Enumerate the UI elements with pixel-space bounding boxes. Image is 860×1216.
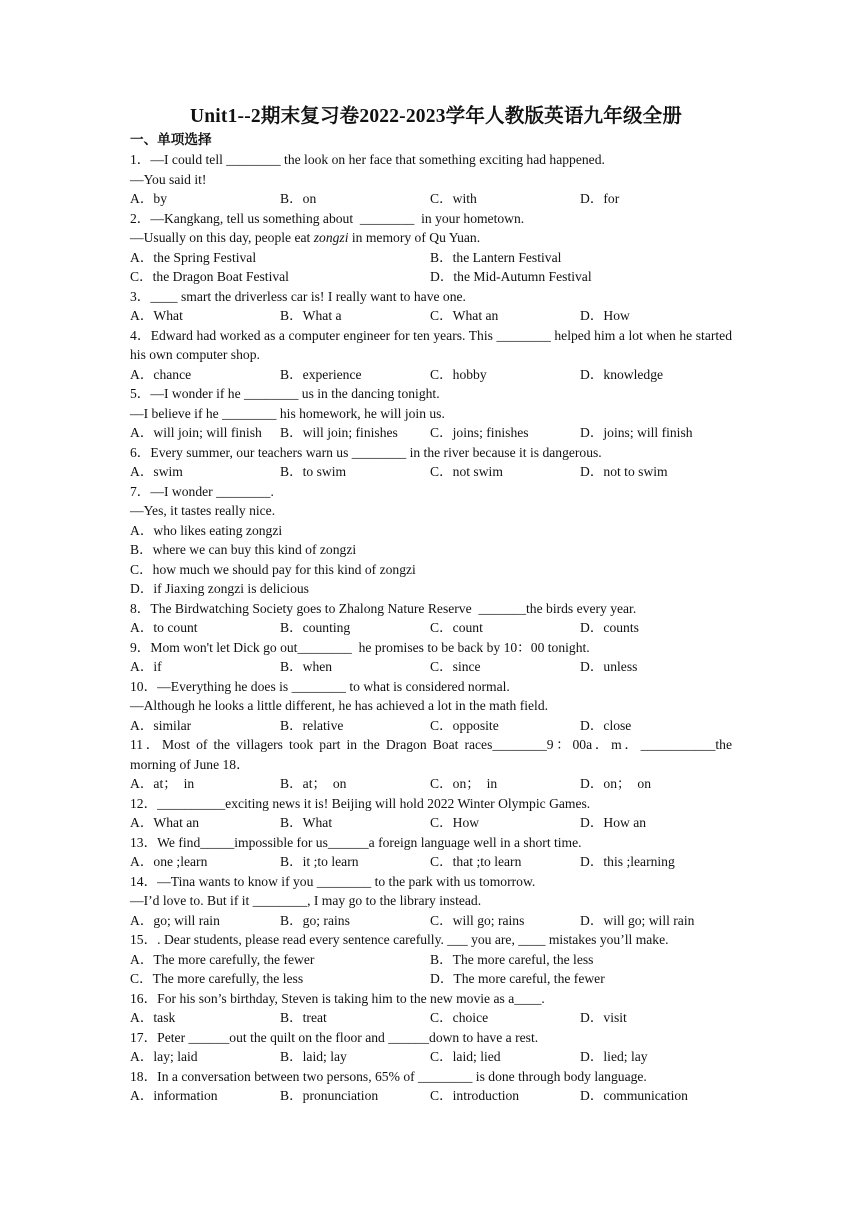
question-stem: 1．—I could tell ________ the look on her face that something exciting had happened. — [130, 152, 605, 167]
option-d: D．not to swim — [580, 464, 668, 479]
question-item — [130, 872, 732, 931]
option-c: C．will go; rains — [430, 912, 525, 928]
option-c: C．since — [430, 659, 481, 674]
option-a: A．go; will rain — [130, 912, 220, 928]
question-dialogue-line: —You said it! — [130, 171, 207, 187]
question-stem: 10．—Everything he does is ________ to what is considered normal. — [130, 678, 510, 694]
question-dialogue-line: —I’d love to. But if it ________, I may go to the library instead. — [130, 893, 482, 908]
question-stem: 9．Mom won't let Dick go out________ he promises to be back by 10：00 tonight. — [130, 639, 590, 655]
option-c: C．hobby — [430, 366, 487, 382]
option-a: A．What an — [130, 815, 200, 830]
option-a: A．The more carefully, the fewer — [130, 951, 315, 967]
options-row — [130, 365, 732, 385]
question-stem: 6．Every summer, our teachers warn us ________ in the river because it is dangerous. — [130, 444, 602, 460]
option-d: D．visit — [580, 1010, 627, 1025]
question-list — [130, 150, 732, 1106]
options-row — [130, 1086, 732, 1106]
option-d: D．if Jiaxing zongzi is delicious — [130, 581, 309, 596]
section-heading: 一、单项选择 — [130, 132, 212, 147]
option-a: A．will join; will finish — [130, 425, 262, 440]
options-row — [130, 248, 732, 268]
option-b: B．it ;to learn — [280, 854, 359, 869]
options-row — [130, 423, 732, 443]
option-a: A．information — [130, 1088, 218, 1103]
option-b: B．where we can buy this kind of zongzi — [130, 542, 357, 557]
question-stem: 15．. Dear students, please read every sentence carefully. ___ you are, ____ mistakes you’ll make. — [130, 932, 669, 947]
option-d: D．for — [580, 191, 620, 206]
option-a: A．similar — [130, 717, 192, 733]
option-b: B．What — [280, 815, 333, 830]
option-a: A．chance — [130, 366, 192, 382]
option-b: B．treat — [280, 1010, 327, 1025]
question-stem: 17．Peter ______out the quilt on the floor and ______down to have a rest. — [130, 1029, 539, 1045]
option-d: D．The more careful, the fewer — [430, 971, 605, 986]
options-row — [130, 267, 732, 287]
option-d: D．on； on — [580, 776, 651, 791]
question-item — [130, 638, 732, 677]
option-a: A．swim — [130, 464, 183, 479]
question-stem: 16．For his son’s birthday, Steven is taking him to the new movie as a____. — [130, 990, 545, 1006]
option-c: C．on； in — [430, 776, 498, 791]
option-b: B．laid; lay — [280, 1049, 347, 1064]
question-stem: 18．In a conversation between two persons, 65% of ________ is done through body language. — [130, 1068, 647, 1084]
option-c: C．What an — [430, 308, 499, 323]
options-row — [130, 911, 732, 931]
option-d: D．joins; will finish — [580, 425, 693, 440]
option-c: C．count — [430, 620, 483, 635]
option-c: C．How — [430, 815, 480, 830]
option-b: B．The more careful, the less — [430, 951, 594, 967]
question-stem: 5．—I wonder if he ________ us in the dancing tonight. — [130, 386, 440, 401]
option-b: B．will join; finishes — [280, 425, 398, 440]
options-row — [130, 813, 732, 833]
option-c: C．not swim — [430, 464, 503, 479]
option-b: B．on — [280, 191, 317, 206]
question-dialogue-line: —Yes, it tastes really nice. — [130, 503, 276, 518]
page-title: Unit1--2期末复习卷2022-2023学年人教版英语九年级全册 — [189, 106, 683, 127]
question-item — [130, 833, 732, 872]
question-stem: 8．The Birdwatching Society goes to Zhalong Nature Reserve _______the birds every year. — [130, 600, 637, 616]
question-dialogue-line: —Usually on this day, people eat zongzi in memory of Qu Yuan. — [130, 230, 481, 245]
option-a: A．What — [130, 308, 183, 323]
question-item — [130, 735, 732, 794]
option-b: B．What a — [280, 308, 342, 323]
question-dialogue-line: —Although he looks a little different, he has achieved a lot in the math field. — [130, 698, 549, 713]
option-d: D．this ;learning — [580, 854, 675, 869]
question-item — [130, 384, 732, 443]
option-d: D．How — [580, 308, 630, 323]
question-item — [130, 150, 732, 209]
option-d: D．will go; will rain — [580, 912, 695, 928]
options-row — [130, 462, 732, 482]
option-d: D．How an — [580, 815, 647, 830]
question-stem: 12．__________exciting news it is! Beijing will hold 2022 Winter Olympic Games. — [130, 795, 591, 811]
option-d: D．unless — [580, 659, 638, 674]
question-item — [130, 209, 732, 287]
option-c: C．that ;to learn — [430, 854, 522, 869]
question-item — [130, 989, 732, 1028]
options-row — [130, 306, 732, 326]
options-row — [130, 657, 732, 677]
options-row — [130, 716, 732, 736]
option-a: A．at； in — [130, 776, 195, 791]
option-b: B．the Lantern Festival — [430, 249, 562, 265]
option-c: C．laid; lied — [430, 1049, 501, 1064]
option-a: A．by — [130, 191, 168, 206]
option-d: D．communication — [580, 1088, 688, 1103]
option-b: B．pronunciation — [280, 1088, 379, 1103]
question-item — [130, 930, 732, 989]
option-d: D．lied; lay — [580, 1049, 648, 1064]
option-c: C．opposite — [430, 717, 499, 733]
question-item — [130, 677, 732, 736]
options-row — [130, 1008, 732, 1028]
question-dialogue-line: —I believe if he ________ his homework, he will join us. — [130, 405, 445, 421]
option-b: B．go; rains — [280, 912, 350, 928]
question-stem: 3．____ smart the driverless car is! I really want to have one. — [130, 288, 466, 304]
question-item — [130, 326, 732, 385]
option-c: C．The more carefully, the less — [130, 971, 304, 986]
options-row — [130, 969, 732, 989]
option-a: A．who likes eating zongzi — [130, 522, 283, 538]
option-a: A．the Spring Festival — [130, 249, 257, 265]
question-item — [130, 287, 732, 326]
option-b: B．counting — [280, 620, 351, 635]
document-page — [130, 104, 732, 1106]
option-a: A．to count — [130, 620, 198, 635]
option-b: B．relative — [280, 717, 344, 733]
question-stem: 14．—Tina wants to know if you ________ to the park with us tomorrow. — [130, 873, 536, 889]
option-d: D．counts — [580, 620, 639, 635]
question-item — [130, 1067, 732, 1106]
option-b: B．at； on — [280, 776, 347, 791]
option-c: C．with — [430, 191, 477, 206]
option-a: A．one ;learn — [130, 854, 208, 869]
options-row — [130, 1047, 732, 1067]
question-item — [130, 443, 732, 482]
options-row — [130, 950, 732, 970]
options-row — [130, 852, 732, 872]
option-a: A．lay; laid — [130, 1049, 198, 1064]
option-b: B．to swim — [280, 464, 347, 479]
question-stem: 4．Edward had worked as a computer engineer for ten years. This ________ helped him a lot when he started his own computer shop. — [130, 327, 732, 362]
question-item — [130, 599, 732, 638]
question-stem: 7．—I wonder ________. — [130, 483, 274, 499]
question-stem: 13．We find_____impossible for us______a foreign language well in a short time. — [130, 834, 582, 850]
option-c: C．joins; finishes — [430, 425, 529, 440]
option-b: B．experience — [280, 366, 362, 382]
option-c: C．introduction — [430, 1088, 520, 1103]
question-stem: 11．Most of the villagers took part in the Dragon Boat races________9：00a．m．___________the morning of June 18． — [130, 737, 732, 772]
option-d: D．knowledge — [580, 366, 664, 382]
option-d: D．close — [580, 717, 632, 733]
options-row — [130, 774, 732, 794]
option-c: C．how much we should pay for this kind of zongzi — [130, 561, 416, 577]
option-a: A．task — [130, 1010, 176, 1025]
option-c: C．the Dragon Boat Festival — [130, 269, 289, 284]
question-stem: 2．—Kangkang, tell us something about ________ in your hometown. — [130, 210, 525, 226]
options-row — [130, 189, 732, 209]
question-item — [130, 1028, 732, 1067]
option-b: B．when — [280, 659, 333, 674]
option-c: C．choice — [430, 1010, 489, 1025]
options-row — [130, 618, 732, 638]
option-a: A．if — [130, 659, 162, 674]
question-item — [130, 482, 732, 599]
option-d: D．the Mid-Autumn Festival — [430, 269, 592, 284]
question-item — [130, 794, 732, 833]
